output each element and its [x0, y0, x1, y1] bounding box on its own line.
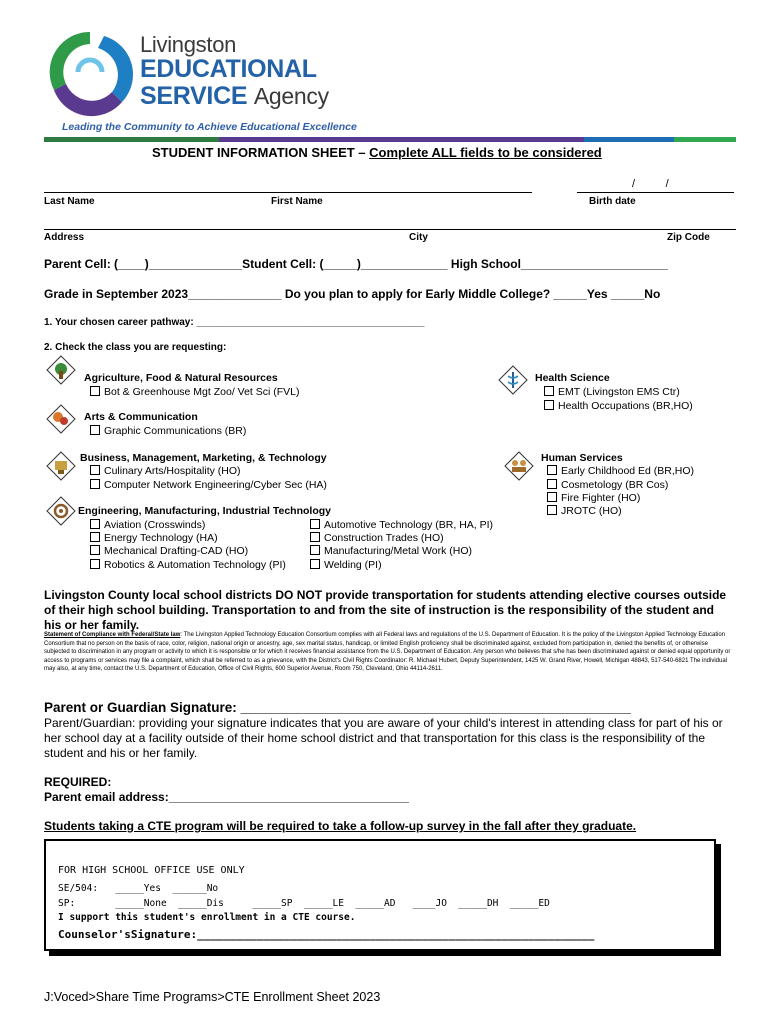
option-label: Automotive Technology (BR, HA, PI) — [324, 519, 494, 531]
option-jrotc[interactable] — [547, 505, 622, 517]
option-label: Bot & Greenhouse Mgt Zoo/ Vet Sci (FVL) — [104, 386, 300, 398]
cluster-human-label: Human Services — [541, 452, 623, 464]
zip-label: Zip Code — [667, 232, 710, 243]
checkbox[interactable] — [90, 519, 100, 529]
cluster-arts-label: Arts & Communication — [84, 411, 198, 423]
option-fire-fighter[interactable] — [547, 492, 640, 504]
required-block — [44, 775, 409, 805]
color-bar-green — [44, 137, 219, 142]
org-name-agency: Agency — [253, 83, 329, 109]
check-class-heading: 2. Check the class you are requesting: — [44, 342, 227, 353]
org-name-service: SERVICE — [140, 82, 248, 110]
option-culinary[interactable] — [90, 465, 241, 477]
last-name-label: Last Name — [44, 196, 95, 207]
signature-field[interactable]: Parent or Guardian Signature: ____________________________________________________ — [44, 700, 631, 715]
city-label: City — [409, 232, 428, 243]
checkbox[interactable] — [90, 545, 100, 555]
office-support: I support this student's enrollment in a CTE course. — [58, 912, 356, 923]
office-se504[interactable]: SE/504: _____Yes ______No — [58, 883, 219, 894]
grade-row[interactable]: Grade in September 2023______________ Do you plan to apply for Early Middle College? _____Yes _____No — [44, 287, 661, 301]
option-aviation[interactable] — [90, 519, 205, 531]
option-graphic-comm[interactable] — [90, 425, 246, 437]
option-health-occ[interactable] — [544, 400, 693, 412]
page-title — [152, 145, 602, 160]
checkbox[interactable] — [310, 545, 320, 555]
compliance-statement — [44, 631, 734, 674]
option-label: Construction Trades (HO) — [324, 532, 444, 544]
option-label: Computer Network Engineering/Cyber Sec (HA) — [104, 479, 327, 491]
option-label: Early Childhood Ed (BR,HO) — [561, 465, 695, 477]
parent-cell-row[interactable]: Parent Cell: (____)______________Student Cell: (_____)_____________ High School______________________ — [44, 257, 668, 271]
logo — [44, 28, 344, 118]
birthdate-slots: / / — [632, 178, 669, 190]
cluster-agriculture-label: Agriculture, Food & Natural Resources — [84, 372, 278, 384]
compliance-heading: Statement of Compliance with Federal/State law — [44, 632, 181, 638]
survey-notice: Students taking a CTE program will be required to take a follow-up survey in the fall after they graduate. — [44, 819, 637, 833]
business-icon — [46, 451, 76, 481]
checkbox[interactable] — [90, 479, 100, 489]
counselor-signature[interactable]: Counselor'sSignature:____________________________________________________________ — [58, 928, 595, 941]
option-cosmetology[interactable] — [547, 479, 668, 491]
name-line — [44, 192, 532, 193]
option-label: Culinary Arts/Hospitality (HO) — [104, 465, 241, 477]
checkbox[interactable] — [544, 400, 554, 410]
checkbox[interactable] — [547, 505, 557, 515]
birthdate-line — [577, 192, 734, 193]
birth-date-label: Birth date — [589, 196, 636, 207]
checkbox[interactable] — [90, 425, 100, 435]
option-label: Cosmetology (BR Cos) — [561, 479, 669, 491]
option-label: Mechanical Drafting-CAD (HO) — [104, 545, 249, 557]
checkbox[interactable] — [90, 465, 100, 475]
option-construction[interactable] — [310, 532, 444, 544]
option-emt[interactable] — [544, 386, 680, 398]
agriculture-icon — [46, 355, 76, 385]
required-label: REQUIRED: — [44, 775, 112, 789]
address-label: Address — [44, 232, 85, 243]
first-name-label: First Name — [271, 196, 323, 207]
option-label: Energy Technology (HA) — [104, 532, 218, 544]
title-underlined: Complete ALL fields to be considered — [369, 145, 602, 160]
career-pathway-row[interactable]: 1. Your chosen career pathway: _________________________________________ — [44, 317, 425, 328]
human-services-icon — [504, 451, 534, 481]
logo-mark-icon — [44, 28, 136, 118]
option-label: Welding (PI) — [324, 559, 382, 571]
option-energy[interactable] — [90, 532, 218, 544]
option-manufacturing[interactable] — [310, 545, 472, 557]
option-label: Health Occupations (BR,HO) — [558, 400, 693, 412]
option-welding[interactable] — [310, 559, 382, 571]
health-icon — [498, 365, 528, 395]
checkbox[interactable] — [90, 559, 100, 569]
option-automotive[interactable] — [310, 519, 493, 531]
option-bot-greenhouse[interactable] — [90, 386, 300, 398]
parent-email-field[interactable]: Parent email address:____________________________________ — [44, 790, 409, 804]
signature-text: Parent/Guardian: providing your signature indicates that you are aware of your child's interest in attending class for part of his or her school day at a facility outside of their home school district and that transportation for this class is the responsibility of the student and his or her family. — [44, 716, 723, 760]
color-bar-blue — [584, 137, 674, 142]
address-line — [44, 229, 736, 230]
engineering-icon — [46, 496, 76, 526]
footer-path: J:Voced>Share Time Programs>CTE Enrollment Sheet 2023 — [44, 990, 381, 1004]
option-label: Manufacturing/Metal Work (HO) — [324, 545, 473, 557]
option-early-childhood[interactable] — [547, 465, 694, 477]
office-use-box — [44, 839, 716, 951]
office-sp[interactable]: SP: _____None _____Dis _____SP _____LE _____AD ____JO _____DH _____ED — [58, 898, 550, 909]
option-label: EMT (Livingston EMS Ctr) — [558, 386, 680, 398]
checkbox[interactable] — [310, 532, 320, 542]
checkbox[interactable] — [544, 386, 554, 396]
color-bar-lightgreen — [674, 137, 736, 142]
office-title: FOR HIGH SCHOOL OFFICE USE ONLY — [58, 865, 245, 876]
tagline: Leading the Community to Achieve Educational Excellence — [62, 121, 357, 133]
checkbox[interactable] — [310, 519, 320, 529]
option-label: Fire Fighter (HO) — [561, 492, 641, 504]
option-drafting[interactable] — [90, 545, 248, 557]
checkbox[interactable] — [547, 492, 557, 502]
option-label: Graphic Communications (BR) — [104, 425, 247, 437]
checkbox[interactable] — [547, 479, 557, 489]
option-robotics[interactable] — [90, 559, 286, 571]
option-label: Aviation (Crosswinds) — [104, 519, 206, 531]
cluster-business-label: Business, Management, Marketing, & Technology — [80, 452, 327, 464]
checkbox[interactable] — [310, 559, 320, 569]
cluster-health-label: Health Science — [535, 372, 610, 384]
org-name-line3 — [140, 82, 329, 111]
org-name-line2: EDUCATIONAL — [140, 55, 317, 83]
option-network-eng[interactable] — [90, 479, 327, 491]
transportation-notice: Livingston County local school districts DO NOT provide transportation for students attending elective courses outside of their high school building. Transportation to and from the site of instruction is the responsibility of the student and his or her family. — [44, 588, 727, 632]
cluster-engineering-label: Engineering, Manufacturing, Industrial Technology — [78, 505, 331, 517]
compliance-body: : The Livingston Applied Technology Education Consortium complies with all Federal laws and regulations of the U.S. Department of Education. It is the policy of the Livingston Applied Technology Education Consortium that no person on the basis of race, color, religion, national origin or ancestry, age, sex marital status, handicap, or limited English proficiency shall be discriminated against, excluded from participation in, denied the benefits of, or otherwise subjected to discrimination in any program or activity to which it is responsible or for which it receives financial assistance from the U.S. Department of Education. Any person who believes that s/he has been discriminated against or denied equal opportunity or access to programs or services may file a complaint, which shall be referred to as a grievance, with the District's Civil Rights Coordinator: R. Michael Hubert, Deputy Superintendent, 1425 W. Grand River, Howell, Michigan 48843, 517-540-6821 The individual may also, at any time, contact the U.S. Department of Education, Office of Civil Rights, 600 Superior Avenue, Room 750, Cleveland, Ohio 44114-2611. — [44, 632, 731, 672]
option-label: JROTC (HO) — [561, 505, 622, 517]
checkbox[interactable] — [90, 532, 100, 542]
option-label: Robotics & Automation Technology (PI) — [104, 559, 286, 571]
color-bar-purple — [219, 137, 584, 142]
checkbox[interactable] — [90, 386, 100, 396]
org-name-line1: Livingston — [140, 32, 237, 57]
arts-icon — [46, 404, 76, 434]
checkbox[interactable] — [547, 465, 557, 475]
title-prefix: STUDENT INFORMATION SHEET – — [152, 145, 370, 160]
